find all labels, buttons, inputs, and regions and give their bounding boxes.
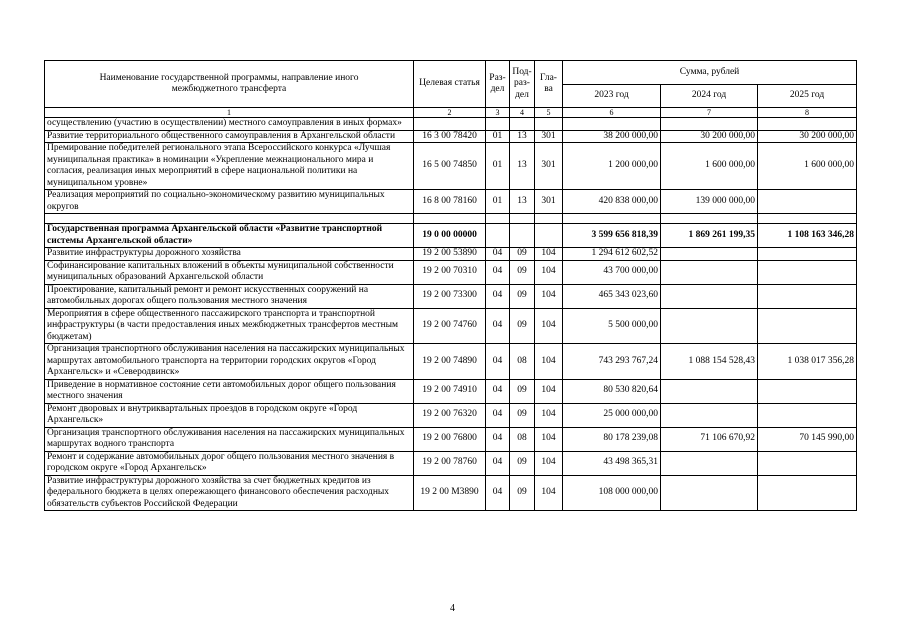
table-row (45, 475, 857, 511)
cell-y2024 (661, 284, 758, 308)
table-row (45, 260, 857, 284)
header-name: Наименование государственной программы, направление иного межбюджетного трансферта (45, 61, 414, 108)
cell-razdel: 04 (486, 344, 510, 380)
cell-y2024: 1 600 000,00 (661, 143, 758, 190)
cell-y2025: 30 200 000,00 (758, 130, 857, 143)
cell-razdel (486, 224, 510, 248)
cell-target: 19 0 00 00000 (414, 224, 486, 248)
cell-target (414, 118, 486, 131)
cell-razdel: 04 (486, 260, 510, 284)
cell-y2024 (661, 248, 758, 261)
cell-podrazdel (510, 118, 535, 131)
cell-glava: 104 (535, 427, 563, 451)
spacer-cell (563, 214, 661, 224)
cell-y2025 (758, 248, 857, 261)
cell-podrazdel: 09 (510, 260, 535, 284)
cell-target: 19 2 00 76800 (414, 427, 486, 451)
cell-y2023: 38 200 000,00 (563, 130, 661, 143)
col-number: 3 (486, 108, 510, 118)
header-target: Целевая статья (414, 61, 486, 108)
cell-podrazdel: 13 (510, 130, 535, 143)
table-row (45, 190, 857, 214)
cell-razdel: 04 (486, 475, 510, 511)
cell-podrazdel: 09 (510, 451, 535, 475)
cell-razdel: 01 (486, 130, 510, 143)
cell-name: Государственная программа Архангельской области «Развитие транспортной системы Архангельской области» (45, 224, 414, 248)
cell-y2025 (758, 284, 857, 308)
cell-y2024 (661, 118, 758, 131)
cell-target: 19 2 00 70310 (414, 260, 486, 284)
cell-name: Мероприятия в сфере общественного пассажирского транспорта и транспортной инфраструктуры (в части предоставления иных межбюджетных трансфертов местным бюджетам) (45, 308, 414, 344)
cell-glava: 104 (535, 379, 563, 403)
cell-name: Реализация мероприятий по социально-экономическому развитию муниципальных округов (45, 190, 414, 214)
cell-target: 19 2 00 74890 (414, 344, 486, 380)
cell-name: Развитие инфраструктуры дорожного хозяйства (45, 248, 414, 261)
cell-podrazdel: 09 (510, 308, 535, 344)
cell-glava: 301 (535, 190, 563, 214)
spacer-cell (510, 214, 535, 224)
cell-razdel: 04 (486, 308, 510, 344)
cell-podrazdel: 09 (510, 379, 535, 403)
spacer-cell (414, 214, 486, 224)
cell-name: Проектирование, капитальный ремонт и ремонт искусственных сооружений на автомобильных дорогах общего пользования местного значения (45, 284, 414, 308)
cell-y2023: 5 500 000,00 (563, 308, 661, 344)
spacer-cell (45, 214, 414, 224)
cell-name: Ремонт и содержание автомобильных дорог общего пользования местного значения в городском округе «Город Архангельск» (45, 451, 414, 475)
cell-y2024 (661, 260, 758, 284)
header-section: Раз-дел (486, 61, 510, 108)
cell-name: Ремонт дворовых и внутриквартальных проездов в городском округе «Город Архангельск» (45, 403, 414, 427)
col-number: 6 (563, 108, 661, 118)
cell-y2025 (758, 403, 857, 427)
cell-y2025 (758, 260, 857, 284)
cell-razdel: 01 (486, 143, 510, 190)
spacer-cell (535, 214, 563, 224)
header-2023: 2023 год (563, 85, 661, 108)
cell-glava (535, 118, 563, 131)
cell-target: 19 2 00 М3890 (414, 475, 486, 511)
cell-y2025 (758, 379, 857, 403)
cell-glava: 301 (535, 130, 563, 143)
table-row (45, 118, 857, 131)
cell-glava: 104 (535, 260, 563, 284)
cell-target: 19 2 00 76320 (414, 403, 486, 427)
column-number-row (45, 108, 857, 118)
cell-y2025: 1 108 163 346,28 (758, 224, 857, 248)
cell-glava: 301 (535, 143, 563, 190)
col-number: 8 (758, 108, 857, 118)
cell-razdel (486, 118, 510, 131)
cell-y2024 (661, 403, 758, 427)
cell-podrazdel: 09 (510, 248, 535, 261)
cell-razdel: 04 (486, 379, 510, 403)
col-number: 4 (510, 108, 535, 118)
cell-glava (535, 224, 563, 248)
cell-glava: 104 (535, 284, 563, 308)
cell-target: 16 3 00 78420 (414, 130, 486, 143)
table-row (45, 248, 857, 261)
cell-glava: 104 (535, 308, 563, 344)
header-sum: Сумма, рублей (563, 61, 857, 85)
cell-podrazdel: 13 (510, 143, 535, 190)
cell-glava: 104 (535, 475, 563, 511)
cell-podrazdel: 09 (510, 403, 535, 427)
cell-target: 16 5 00 74850 (414, 143, 486, 190)
cell-y2023: 3 599 656 818,39 (563, 224, 661, 248)
cell-y2024: 30 200 000,00 (661, 130, 758, 143)
cell-razdel: 04 (486, 427, 510, 451)
cell-y2024: 1 869 261 199,35 (661, 224, 758, 248)
table-row (45, 224, 857, 248)
cell-y2025 (758, 475, 857, 511)
cell-name: Развитие инфраструктуры дорожного хозяйства за счет бюджетных кредитов из федерального бюджета в целях опережающего финансового обеспечения расходных обязательств субъектов Российской Федерации (45, 475, 414, 511)
cell-target: 19 2 00 73300 (414, 284, 486, 308)
cell-y2025 (758, 308, 857, 344)
spacer-cell (486, 214, 510, 224)
cell-y2025 (758, 451, 857, 475)
table-row (45, 427, 857, 451)
cell-name: Приведение в нормативное состояние сети автомобильных дорог общего пользования местного значения (45, 379, 414, 403)
cell-razdel: 04 (486, 451, 510, 475)
cell-podrazdel: 08 (510, 427, 535, 451)
cell-y2023: 43 498 365,31 (563, 451, 661, 475)
cell-razdel: 04 (486, 403, 510, 427)
cell-y2023: 1 294 612 602,52 (563, 248, 661, 261)
cell-podrazdel: 09 (510, 475, 535, 511)
header-2024: 2024 год (661, 85, 758, 108)
table-row (45, 130, 857, 143)
cell-y2025: 70 145 990,00 (758, 427, 857, 451)
cell-glava: 104 (535, 403, 563, 427)
cell-podrazdel: 09 (510, 284, 535, 308)
col-number: 1 (45, 108, 414, 118)
cell-podrazdel (510, 224, 535, 248)
table-row (45, 403, 857, 427)
cell-razdel: 01 (486, 190, 510, 214)
col-number: 5 (535, 108, 563, 118)
cell-y2024: 139 000 000,00 (661, 190, 758, 214)
table-row (45, 451, 857, 475)
cell-name: Организация транспортного обслуживания населения на пассажирских муниципальных маршрутах автомобильного транспорта на территории городских округов «Город Архангельск» и «Северодвинск» (45, 344, 414, 380)
cell-glava: 104 (535, 451, 563, 475)
table-row (45, 344, 857, 380)
cell-razdel: 04 (486, 248, 510, 261)
cell-target: 16 8 00 78160 (414, 190, 486, 214)
header-subsection: Под-раз-дел (510, 61, 535, 108)
col-number: 2 (414, 108, 486, 118)
cell-y2023: 420 838 000,00 (563, 190, 661, 214)
cell-y2023: 743 293 767,24 (563, 344, 661, 380)
table-row (45, 284, 857, 308)
cell-y2024 (661, 308, 758, 344)
cell-y2023: 108 000 000,00 (563, 475, 661, 511)
cell-y2024 (661, 475, 758, 511)
table-body (45, 118, 857, 511)
cell-y2023: 80 530 820,64 (563, 379, 661, 403)
cell-name: Развитие территориального общественного самоуправления в Архангельской области (45, 130, 414, 143)
cell-y2024 (661, 379, 758, 403)
cell-y2023: 465 343 023,60 (563, 284, 661, 308)
cell-name: Организация транспортного обслуживания населения на пассажирских муниципальных маршрутах водного транспорта (45, 427, 414, 451)
cell-glava: 104 (535, 248, 563, 261)
cell-podrazdel: 13 (510, 190, 535, 214)
table-row (45, 379, 857, 403)
cell-target: 19 2 00 74760 (414, 308, 486, 344)
cell-y2024 (661, 451, 758, 475)
cell-name: Премирование победителей регионального этапа Всероссийского конкурса «Лучшая муниципальная практика» в номинации «Укрепление межнационального мира и согласия, реализация иных мероприятий в сфере национальной политики на муниципальном уровне» (45, 143, 414, 190)
cell-name: Софинансирование капитальных вложений в объекты муниципальной собственности муниципальных образований Архангельской области (45, 260, 414, 284)
cell-y2025 (758, 190, 857, 214)
cell-y2025 (758, 118, 857, 131)
cell-y2023: 25 000 000,00 (563, 403, 661, 427)
spacer-cell (661, 214, 758, 224)
cell-target: 19 2 00 78760 (414, 451, 486, 475)
spacer-cell (758, 214, 857, 224)
cell-y2023: 80 178 239,08 (563, 427, 661, 451)
cell-podrazdel: 08 (510, 344, 535, 380)
cell-y2023: 1 200 000,00 (563, 143, 661, 190)
cell-razdel: 04 (486, 284, 510, 308)
cell-y2024: 1 088 154 528,43 (661, 344, 758, 380)
cell-y2024: 71 106 670,92 (661, 427, 758, 451)
cell-glava: 104 (535, 344, 563, 380)
cell-y2025: 1 038 017 356,28 (758, 344, 857, 380)
header-2025: 2025 год (758, 85, 857, 108)
table-row (45, 143, 857, 190)
table-row (45, 308, 857, 344)
page-number: 4 (450, 603, 455, 614)
budget-table (44, 60, 857, 511)
cell-target: 19 2 00 53890 (414, 248, 486, 261)
cell-y2023: 43 700 000,00 (563, 260, 661, 284)
cell-y2025: 1 600 000,00 (758, 143, 857, 190)
cell-y2023 (563, 118, 661, 131)
header-chapter: Гла-ва (535, 61, 563, 108)
cell-name: осуществлению (участию в осуществлении) местного самоуправления в иных формах» (45, 118, 414, 131)
col-number: 7 (661, 108, 758, 118)
spacer-row (45, 214, 857, 224)
cell-target: 19 2 00 74910 (414, 379, 486, 403)
